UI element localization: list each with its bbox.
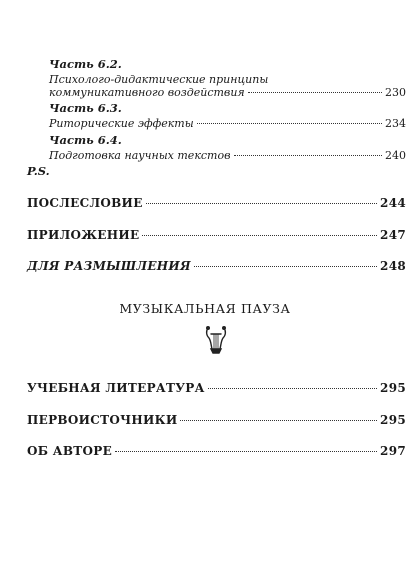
toc-entry-about-author — [27, 444, 406, 458]
dot-leader — [208, 388, 377, 389]
toc-entry-part-6-3 — [49, 117, 406, 130]
section-title: ПЕРВОИСТОЧНИКИ — [27, 413, 178, 427]
section-title: ПОСЛЕСЛОВИЕ — [27, 196, 143, 210]
dot-leader — [234, 155, 382, 156]
section-title: УЧЕБНАЯ ЛИТЕРАТУРА — [27, 381, 205, 395]
page-number: 295 — [380, 381, 406, 395]
toc-entry-sources — [27, 413, 406, 427]
ps-label: P.S. — [27, 164, 50, 178]
page-number: 240 — [385, 149, 406, 162]
toc-entry-afterword — [27, 196, 406, 210]
part-6-3-heading: Часть 6.3. — [49, 101, 122, 115]
dot-leader — [146, 203, 377, 204]
section-title: ОБ АВТОРЕ — [27, 444, 113, 458]
dot-leader — [197, 123, 382, 124]
dot-leader — [180, 420, 377, 421]
page-number: 247 — [380, 228, 406, 242]
part-6-2-heading: Часть 6.2. — [49, 57, 122, 71]
dot-leader — [194, 266, 377, 267]
toc-entry-appendix — [27, 228, 406, 242]
page-number: 248 — [380, 259, 406, 273]
dot-leader — [142, 235, 377, 236]
page-number: 244 — [380, 196, 406, 210]
section-title: ПРИЛОЖЕНИЕ — [27, 228, 140, 242]
part-6-4-heading: Часть 6.4. — [49, 133, 122, 147]
page-number: 295 — [380, 413, 406, 427]
part-6-4-title: Подготовка научных текстов — [49, 149, 231, 162]
page-number: 234 — [385, 117, 406, 130]
lyre-icon — [204, 325, 228, 355]
toc-entry-reflection — [27, 259, 406, 273]
toc-entry-literature — [27, 381, 406, 395]
page-number: 230 — [385, 86, 406, 99]
part-6-2-title-line2: коммуникативного воздействия — [49, 86, 245, 99]
toc-entry-part-6-2 — [49, 86, 406, 99]
dot-leader — [115, 451, 377, 452]
dot-leader — [248, 92, 382, 93]
page-number: 297 — [380, 444, 406, 458]
part-6-2-title-line1: Психолого-дидактические принципы — [49, 73, 269, 86]
part-6-3-title: Риторические эффекты — [49, 117, 194, 130]
section-title: ДЛЯ РАЗМЫШЛЕНИЯ — [27, 259, 191, 273]
music-pause-title: МУЗЫКАЛЬНАЯ ПАУЗА — [119, 301, 291, 316]
toc-entry-part-6-4 — [49, 149, 406, 162]
